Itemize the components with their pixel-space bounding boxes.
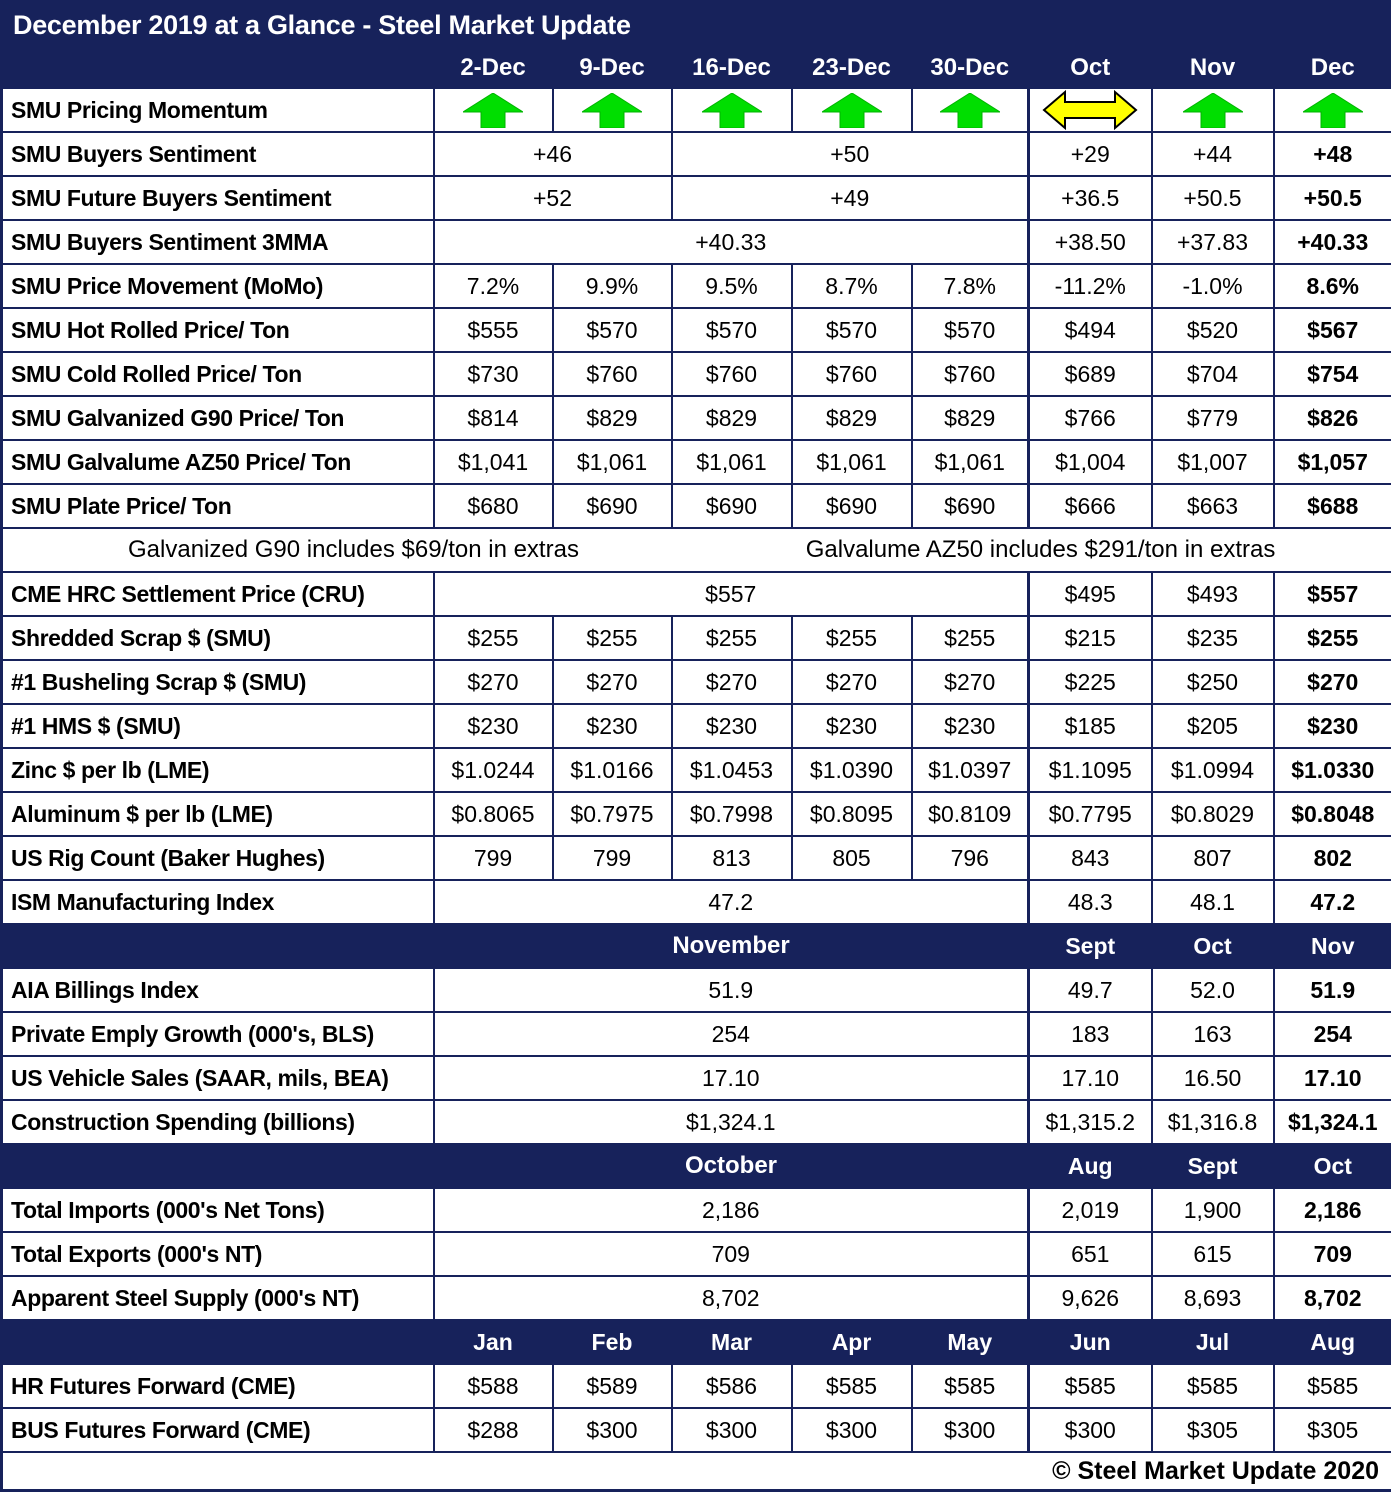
momentum-cell xyxy=(1274,88,1391,132)
value-cell: $1,007 xyxy=(1152,440,1274,484)
value-cell: $255 xyxy=(912,616,1029,660)
value-cell: 2,186 xyxy=(1274,1188,1391,1232)
value-cell: $588 xyxy=(434,1364,553,1408)
row-label: SMU Pricing Momentum xyxy=(2,88,434,132)
value-cell: 17.10 xyxy=(1029,1056,1152,1100)
value-cell: $754 xyxy=(1274,352,1391,396)
month-header: Aug xyxy=(1274,1320,1391,1364)
value-cell: 7.2% xyxy=(434,264,553,308)
value-cell: $829 xyxy=(553,396,672,440)
value-cell: $300 xyxy=(1029,1408,1152,1452)
copyright: © Steel Market Update 2020 xyxy=(2,1452,1391,1491)
row-label: US Rig Count (Baker Hughes) xyxy=(2,836,434,880)
value-cell: $557 xyxy=(1274,572,1391,616)
value-cell: $300 xyxy=(792,1408,912,1452)
value-cell: $704 xyxy=(1152,352,1274,396)
value-cell: $1.0330 xyxy=(1274,748,1391,792)
month-header: Sept xyxy=(1029,924,1152,968)
value-cell: $255 xyxy=(1274,616,1391,660)
value-cell: $288 xyxy=(434,1408,553,1452)
value-cell: $760 xyxy=(912,352,1029,396)
table-row xyxy=(2,352,1391,396)
value-cell: $570 xyxy=(553,308,672,352)
row-label: SMU Buyers Sentiment 3MMA xyxy=(2,220,434,264)
value-cell: 51.9 xyxy=(434,968,1029,1012)
momentum-cell xyxy=(1152,88,1274,132)
value-cell: $270 xyxy=(792,660,912,704)
value-cell: $185 xyxy=(1029,704,1152,748)
value-cell: 52.0 xyxy=(1152,968,1274,1012)
table-row xyxy=(2,924,1391,968)
table-row xyxy=(2,264,1391,308)
value-cell: 16.50 xyxy=(1152,1056,1274,1100)
value-cell: $0.7975 xyxy=(553,792,672,836)
value-cell: 51.9 xyxy=(1274,968,1391,1012)
value-cell: $1,004 xyxy=(1029,440,1152,484)
row-label: SMU Future Buyers Sentiment xyxy=(2,176,434,220)
value-cell: -1.0% xyxy=(1152,264,1274,308)
row-label: Construction Spending (billions) xyxy=(2,1100,434,1144)
value-cell: $1,057 xyxy=(1274,440,1391,484)
value-cell: 49.7 xyxy=(1029,968,1152,1012)
row-label: SMU Price Movement (MoMo) xyxy=(2,264,434,308)
value-cell: 2,019 xyxy=(1029,1188,1152,1232)
value-cell: $829 xyxy=(672,396,792,440)
footer-row xyxy=(2,1452,1391,1491)
value-cell: $215 xyxy=(1029,616,1152,660)
month-header: Mar xyxy=(672,1320,792,1364)
value-cell: $300 xyxy=(912,1408,1029,1452)
value-cell: $585 xyxy=(1152,1364,1274,1408)
up-arrow-icon xyxy=(463,93,523,128)
momentum-cell xyxy=(434,88,553,132)
table-row xyxy=(2,836,1391,880)
table-row xyxy=(2,220,1391,264)
table-row xyxy=(2,308,1391,352)
value-cell: $666 xyxy=(1029,484,1152,528)
table-row xyxy=(2,1364,1391,1408)
value-cell: $1,324.1 xyxy=(434,1100,1029,1144)
table-row xyxy=(2,748,1391,792)
value-cell: +44 xyxy=(1152,132,1274,176)
value-cell: +38.50 xyxy=(1029,220,1152,264)
table-row xyxy=(2,792,1391,836)
column-header: 2-Dec xyxy=(434,48,553,88)
value-cell: $1,061 xyxy=(553,440,672,484)
month-header-merged xyxy=(2,1144,1029,1188)
row-label: Zinc $ per lb (LME) xyxy=(2,748,434,792)
value-cell: $493 xyxy=(1152,572,1274,616)
row-label: Private Emply Growth (000's, BLS) xyxy=(2,1012,434,1056)
row-label: #1 HMS $ (SMU) xyxy=(2,704,434,748)
value-cell: $1.0994 xyxy=(1152,748,1274,792)
value-cell: 17.10 xyxy=(434,1056,1029,1100)
value-cell: $567 xyxy=(1274,308,1391,352)
value-cell: 8,702 xyxy=(434,1276,1029,1320)
column-header: Nov xyxy=(1152,48,1274,88)
table-row xyxy=(2,176,1391,220)
row-label: Total Exports (000's NT) xyxy=(2,1232,434,1276)
table-row xyxy=(2,88,1391,132)
value-cell: 254 xyxy=(434,1012,1029,1056)
value-cell: +46 xyxy=(434,132,672,176)
value-cell: $680 xyxy=(434,484,553,528)
value-cell: +52 xyxy=(434,176,672,220)
row-label: US Vehicle Sales (SAAR, mils, BEA) xyxy=(2,1056,434,1100)
value-cell: $1,316.8 xyxy=(1152,1100,1274,1144)
value-cell: $557 xyxy=(434,572,1029,616)
up-arrow-icon xyxy=(940,93,1000,128)
value-cell: $1.0453 xyxy=(672,748,792,792)
up-arrow-icon xyxy=(702,93,762,128)
value-cell: $1.1095 xyxy=(1029,748,1152,792)
value-cell: 47.2 xyxy=(434,880,1029,924)
row-label: Aluminum $ per lb (LME) xyxy=(2,792,434,836)
column-header: Dec xyxy=(1274,48,1391,88)
row-label: SMU Buyers Sentiment xyxy=(2,132,434,176)
table-row xyxy=(2,132,1391,176)
month-header: Jun xyxy=(1029,1320,1152,1364)
month-header: May xyxy=(912,1320,1029,1364)
up-arrow-icon xyxy=(1183,93,1243,128)
table-row xyxy=(2,880,1391,924)
table-row xyxy=(2,1320,1391,1364)
value-cell: $0.8095 xyxy=(792,792,912,836)
value-cell: $270 xyxy=(672,660,792,704)
month-label: October xyxy=(435,1154,1027,1178)
value-cell: $225 xyxy=(1029,660,1152,704)
row-label: SMU Cold Rolled Price/ Ton xyxy=(2,352,434,396)
momentum-cell xyxy=(792,88,912,132)
value-cell: $0.8109 xyxy=(912,792,1029,836)
value-cell: +37.83 xyxy=(1152,220,1274,264)
value-cell: 8.7% xyxy=(792,264,912,308)
value-cell: +40.33 xyxy=(434,220,1029,264)
value-cell: $814 xyxy=(434,396,553,440)
value-cell: $230 xyxy=(553,704,672,748)
momentum-cell xyxy=(672,88,792,132)
up-arrow-icon xyxy=(822,93,882,128)
value-cell: $1.0166 xyxy=(553,748,672,792)
value-cell: +36.5 xyxy=(1029,176,1152,220)
value-cell: $230 xyxy=(672,704,792,748)
value-cell: +50.5 xyxy=(1274,176,1391,220)
value-cell: $270 xyxy=(912,660,1029,704)
value-cell: $1,041 xyxy=(434,440,553,484)
up-arrow-icon xyxy=(1303,93,1363,128)
column-header: Oct xyxy=(1029,48,1152,88)
value-cell: 805 xyxy=(792,836,912,880)
value-cell: 183 xyxy=(1029,1012,1152,1056)
row-label: BUS Futures Forward (CME) xyxy=(2,1408,434,1452)
value-cell: 47.2 xyxy=(1274,880,1391,924)
table-row xyxy=(2,616,1391,660)
value-cell: $230 xyxy=(1274,704,1391,748)
value-cell: $829 xyxy=(792,396,912,440)
value-cell: $570 xyxy=(792,308,912,352)
value-cell: $779 xyxy=(1152,396,1274,440)
row-label: Total Imports (000's Net Tons) xyxy=(2,1188,434,1232)
value-cell: $270 xyxy=(553,660,672,704)
row-label: SMU Plate Price/ Ton xyxy=(2,484,434,528)
value-cell: 163 xyxy=(1152,1012,1274,1056)
value-cell: $1.0390 xyxy=(792,748,912,792)
value-cell: +48 xyxy=(1274,132,1391,176)
value-cell: $585 xyxy=(1029,1364,1152,1408)
value-cell: $0.8048 xyxy=(1274,792,1391,836)
extras-note xyxy=(2,528,1391,572)
value-cell: $495 xyxy=(1029,572,1152,616)
value-cell: $688 xyxy=(1274,484,1391,528)
value-cell: $766 xyxy=(1029,396,1152,440)
value-cell: 799 xyxy=(434,836,553,880)
value-cell: $230 xyxy=(792,704,912,748)
table-row xyxy=(2,1100,1391,1144)
value-cell: $255 xyxy=(434,616,553,660)
note-galvalume: Galvalume AZ50 includes $291/ton in extras xyxy=(697,538,1384,562)
row-label: Apparent Steel Supply (000's NT) xyxy=(2,1276,434,1320)
row-label: SMU Galvanized G90 Price/ Ton xyxy=(2,396,434,440)
value-cell: $1,324.1 xyxy=(1274,1100,1391,1144)
left-right-arrow-icon xyxy=(1042,89,1138,131)
value-cell: $230 xyxy=(434,704,553,748)
value-cell: $589 xyxy=(553,1364,672,1408)
value-cell: $1,061 xyxy=(912,440,1029,484)
value-cell: $270 xyxy=(1274,660,1391,704)
value-cell: 709 xyxy=(1274,1232,1391,1276)
value-cell: $760 xyxy=(792,352,912,396)
value-cell: 8.6% xyxy=(1274,264,1391,308)
value-cell: $205 xyxy=(1152,704,1274,748)
value-cell: $555 xyxy=(434,308,553,352)
value-cell: $690 xyxy=(912,484,1029,528)
value-cell: $0.7998 xyxy=(672,792,792,836)
value-cell: $300 xyxy=(672,1408,792,1452)
page-title: December 2019 at a Glance - Steel Market Update xyxy=(2,2,1391,49)
value-cell: 807 xyxy=(1152,836,1274,880)
value-cell: 651 xyxy=(1029,1232,1152,1276)
value-cell: $663 xyxy=(1152,484,1274,528)
value-cell: $1.0397 xyxy=(912,748,1029,792)
month-header-merged xyxy=(2,924,1029,968)
value-cell: 7.8% xyxy=(912,264,1029,308)
column-header: 9-Dec xyxy=(553,48,672,88)
value-cell: $689 xyxy=(1029,352,1152,396)
table-row xyxy=(2,660,1391,704)
table-row xyxy=(2,1408,1391,1452)
value-cell: $570 xyxy=(672,308,792,352)
momentum-cell xyxy=(912,88,1029,132)
value-cell: $255 xyxy=(672,616,792,660)
value-cell: $1.0244 xyxy=(434,748,553,792)
value-cell: $255 xyxy=(553,616,672,660)
value-cell: 709 xyxy=(434,1232,1029,1276)
value-cell: $826 xyxy=(1274,396,1391,440)
band-label-spacer xyxy=(2,1320,434,1364)
value-cell: 813 xyxy=(672,836,792,880)
value-cell: $585 xyxy=(1274,1364,1391,1408)
value-cell: $760 xyxy=(672,352,792,396)
table-row xyxy=(2,1056,1391,1100)
month-label: November xyxy=(435,934,1027,958)
value-cell: $586 xyxy=(672,1364,792,1408)
value-cell: +50.5 xyxy=(1152,176,1274,220)
value-cell: 843 xyxy=(1029,836,1152,880)
value-cell: $690 xyxy=(672,484,792,528)
value-cell: $230 xyxy=(912,704,1029,748)
column-header-row xyxy=(2,48,1391,88)
column-header: 23-Dec xyxy=(792,48,912,88)
value-cell: $1,315.2 xyxy=(1029,1100,1152,1144)
value-cell: $0.8029 xyxy=(1152,792,1274,836)
value-cell: -11.2% xyxy=(1029,264,1152,308)
value-cell: $730 xyxy=(434,352,553,396)
value-cell: 9.5% xyxy=(672,264,792,308)
title-row xyxy=(2,2,1391,49)
value-cell: +50 xyxy=(672,132,1029,176)
month-header: Sept xyxy=(1152,1144,1274,1188)
value-cell: 9.9% xyxy=(553,264,672,308)
column-header: 16-Dec xyxy=(672,48,792,88)
table-row xyxy=(2,1012,1391,1056)
value-cell: $305 xyxy=(1274,1408,1391,1452)
value-cell: 48.1 xyxy=(1152,880,1274,924)
value-cell: $690 xyxy=(553,484,672,528)
momentum-cell xyxy=(553,88,672,132)
table-row xyxy=(2,1188,1391,1232)
value-cell: $829 xyxy=(912,396,1029,440)
row-label: AIA Billings Index xyxy=(2,968,434,1012)
value-cell: 17.10 xyxy=(1274,1056,1391,1100)
value-cell: 615 xyxy=(1152,1232,1274,1276)
value-cell: 8,702 xyxy=(1274,1276,1391,1320)
value-cell: 254 xyxy=(1274,1012,1391,1056)
value-cell: 9,626 xyxy=(1029,1276,1152,1320)
value-cell: $255 xyxy=(792,616,912,660)
momentum-cell xyxy=(1029,88,1152,132)
month-header: Nov xyxy=(1274,924,1391,968)
month-header: Jan xyxy=(434,1320,553,1364)
value-cell: $520 xyxy=(1152,308,1274,352)
month-header: Oct xyxy=(1274,1144,1391,1188)
header-label-spacer xyxy=(2,48,434,88)
value-cell: $0.7795 xyxy=(1029,792,1152,836)
table-row xyxy=(2,528,1391,572)
month-header: Apr xyxy=(792,1320,912,1364)
value-cell: $300 xyxy=(553,1408,672,1452)
value-cell: 799 xyxy=(553,836,672,880)
table-row xyxy=(2,484,1391,528)
value-cell: $585 xyxy=(792,1364,912,1408)
table-row xyxy=(2,968,1391,1012)
value-cell: 802 xyxy=(1274,836,1391,880)
value-cell: $1,061 xyxy=(672,440,792,484)
row-label: ISM Manufacturing Index xyxy=(2,880,434,924)
column-header: 30-Dec xyxy=(912,48,1029,88)
row-label: CME HRC Settlement Price (CRU) xyxy=(2,572,434,616)
value-cell: $270 xyxy=(434,660,553,704)
month-header: Feb xyxy=(553,1320,672,1364)
value-cell: $570 xyxy=(912,308,1029,352)
value-cell: 48.3 xyxy=(1029,880,1152,924)
value-cell: $0.8065 xyxy=(434,792,553,836)
row-label: HR Futures Forward (CME) xyxy=(2,1364,434,1408)
row-label: SMU Galvalume AZ50 Price/ Ton xyxy=(2,440,434,484)
month-header: Oct xyxy=(1152,924,1274,968)
value-cell: 8,693 xyxy=(1152,1276,1274,1320)
value-cell: +40.33 xyxy=(1274,220,1391,264)
value-cell: $760 xyxy=(553,352,672,396)
row-label: #1 Busheling Scrap $ (SMU) xyxy=(2,660,434,704)
month-header: Jul xyxy=(1152,1320,1274,1364)
row-label: Shredded Scrap $ (SMU) xyxy=(2,616,434,660)
value-cell: $235 xyxy=(1152,616,1274,660)
value-cell: +49 xyxy=(672,176,1029,220)
value-cell: 1,900 xyxy=(1152,1188,1274,1232)
value-cell: $690 xyxy=(792,484,912,528)
note-galvanized: Galvanized G90 includes $69/ton in extras xyxy=(10,538,697,562)
month-header: Aug xyxy=(1029,1144,1152,1188)
value-cell: $1,061 xyxy=(792,440,912,484)
table-row xyxy=(2,440,1391,484)
value-cell: 2,186 xyxy=(434,1188,1029,1232)
table-row xyxy=(2,1144,1391,1188)
table-row xyxy=(2,1232,1391,1276)
table-row xyxy=(2,572,1391,616)
up-arrow-icon xyxy=(582,93,642,128)
value-cell: +29 xyxy=(1029,132,1152,176)
value-cell: $305 xyxy=(1152,1408,1274,1452)
value-cell: $250 xyxy=(1152,660,1274,704)
value-cell: 796 xyxy=(912,836,1029,880)
table-row xyxy=(2,704,1391,748)
table-row xyxy=(2,396,1391,440)
value-cell: $494 xyxy=(1029,308,1152,352)
value-cell: $585 xyxy=(912,1364,1029,1408)
row-label: SMU Hot Rolled Price/ Ton xyxy=(2,308,434,352)
table-row xyxy=(2,1276,1391,1320)
